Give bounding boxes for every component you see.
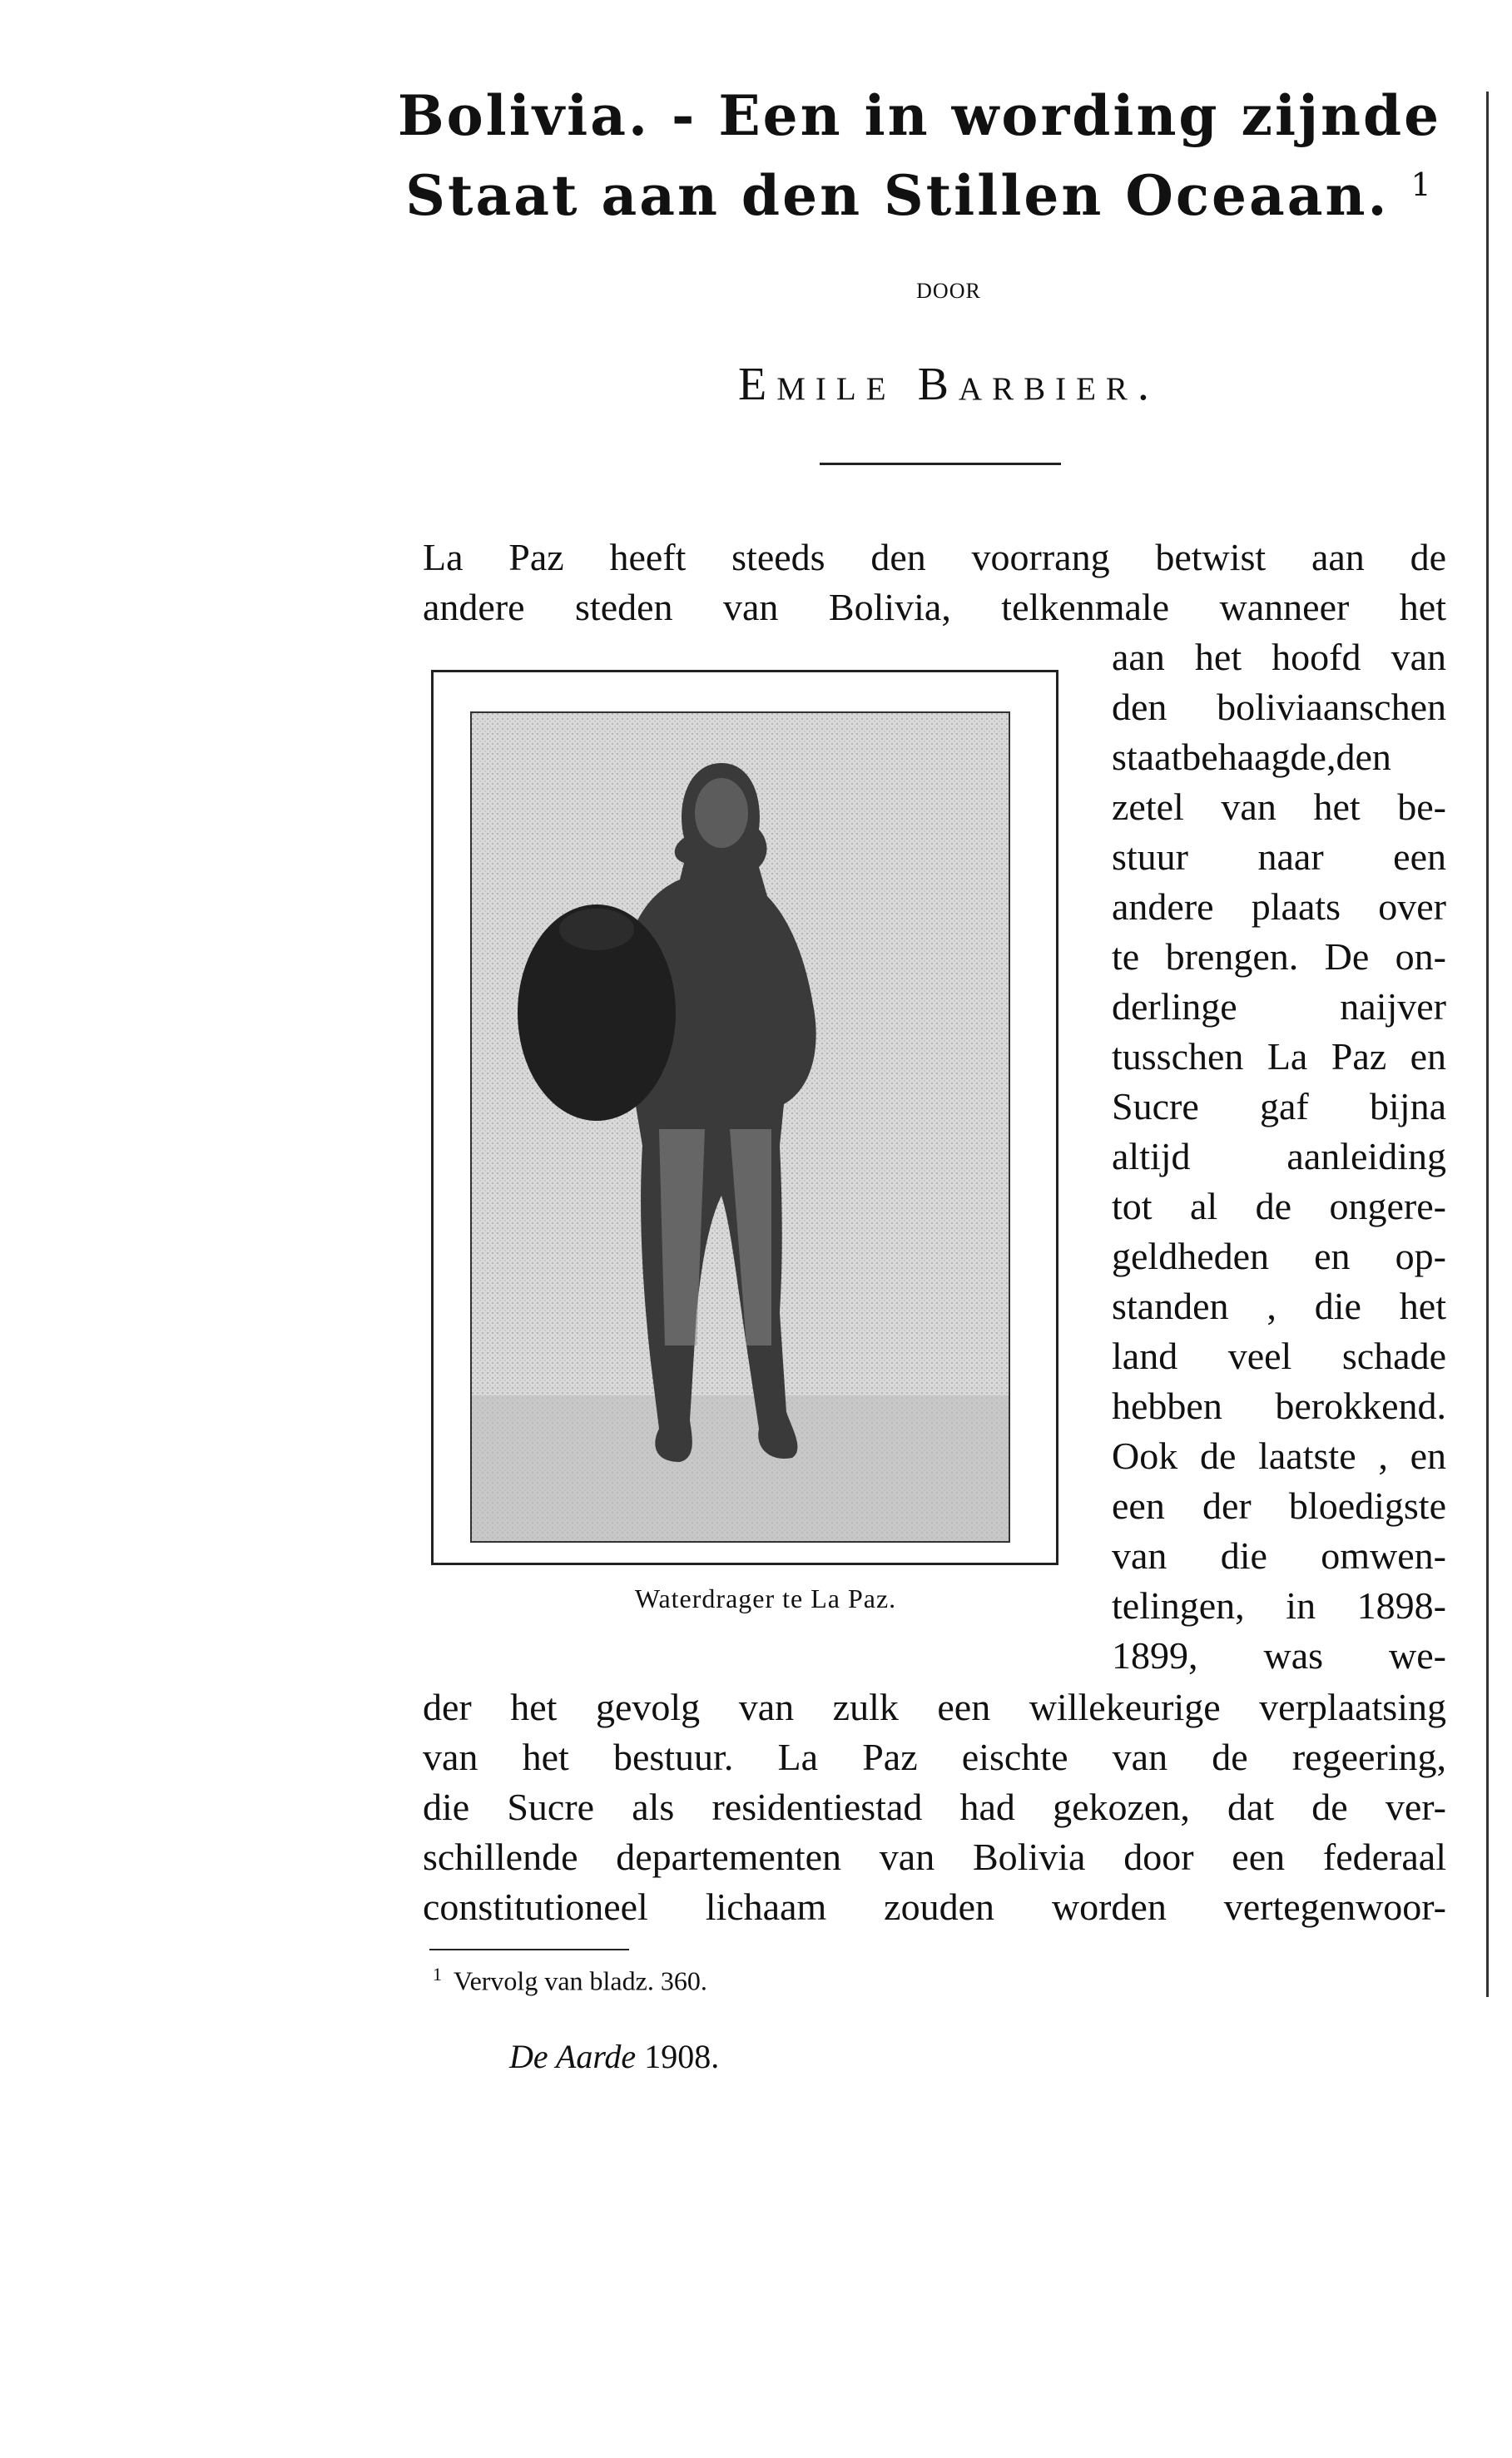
footnote-mark: 1 xyxy=(433,1964,442,1985)
paragraph-bottom xyxy=(423,1682,1446,1932)
text-line: standen , die het xyxy=(1112,1285,1446,1327)
paragraph-top xyxy=(423,533,1446,632)
figure-caption: Waterdrager te La Paz. xyxy=(634,1583,897,1613)
title-line-2: Staat aan den Stillen Oceaan. $^1$ xyxy=(405,163,1434,228)
footnote-text: Vervolg van bladz. 360. xyxy=(454,1965,707,1996)
text-line: 1899, was we- xyxy=(1112,1634,1446,1677)
text-line: telingen, in 1898- xyxy=(1112,1584,1446,1627)
text-line: andere steden van Bolivia, telkenmale wanneer het xyxy=(423,586,1446,628)
text-line: staatbehaagde,den xyxy=(1112,736,1391,778)
text-line: Ook de laatste , en xyxy=(1112,1435,1446,1477)
journal-name: De Aarde xyxy=(509,2038,637,2075)
footnote-divider xyxy=(429,1949,629,1950)
text-line: van die omwen- xyxy=(1112,1534,1446,1577)
text-line: aan het hoofd van xyxy=(1112,636,1446,678)
water-carrier-photo xyxy=(472,713,1009,1541)
figure-photo xyxy=(470,711,1010,1543)
text-line: stuur naar een xyxy=(1112,835,1446,878)
text-line: tot al de ongere- xyxy=(1112,1185,1446,1227)
journal-year: 1908. xyxy=(644,2038,720,2075)
text-line: den boliviaanschen xyxy=(1112,686,1446,728)
text-line: altijd aanleiding xyxy=(1112,1135,1446,1177)
byline-door: DOOR xyxy=(916,279,981,303)
text-line: Sucre gaf bijna xyxy=(1112,1085,1446,1127)
text-line: hebben berokkend. xyxy=(1112,1385,1446,1427)
footnote xyxy=(433,1964,707,1997)
author-name: Emile Barbier. xyxy=(738,359,1159,410)
text-line: zetel van het be- xyxy=(1112,785,1446,828)
margin-rule xyxy=(1486,92,1489,1997)
source-line xyxy=(509,2037,719,2076)
text-line: die Sucre als residentiestad had gekozen, dat de ver- xyxy=(423,1786,1446,1828)
paragraph-side xyxy=(1112,632,1446,1681)
text-line: een der bloedigste xyxy=(1112,1484,1446,1527)
text-line: tusschen La Paz en xyxy=(1112,1035,1446,1078)
text-line: La Paz heeft steeds den voorrang betwist aan de xyxy=(423,536,1446,578)
text-line: land veel schade xyxy=(1112,1335,1446,1377)
title-divider xyxy=(820,463,1061,465)
title-footnote-mark: 1 xyxy=(1410,166,1434,203)
text-line: constitutioneel lichaam zouden worden vertegenwoor- xyxy=(423,1886,1446,1928)
text-line: van het bestuur. La Paz eischte van de regeering, xyxy=(423,1736,1446,1778)
text-line: der het gevolg van zulk een willekeurige verplaatsing xyxy=(423,1686,1446,1728)
title-line-1: Bolivia. - Een in wording zijnde xyxy=(397,83,1442,148)
text-line: schillende departementen van Bolivia door een federaal xyxy=(423,1836,1446,1878)
text-line: derlinge naijver xyxy=(1112,985,1446,1028)
text-line: te brengen. De on- xyxy=(1112,935,1446,978)
text-line: geldheden en op- xyxy=(1112,1235,1446,1277)
text-line: andere plaats over xyxy=(1112,885,1446,928)
